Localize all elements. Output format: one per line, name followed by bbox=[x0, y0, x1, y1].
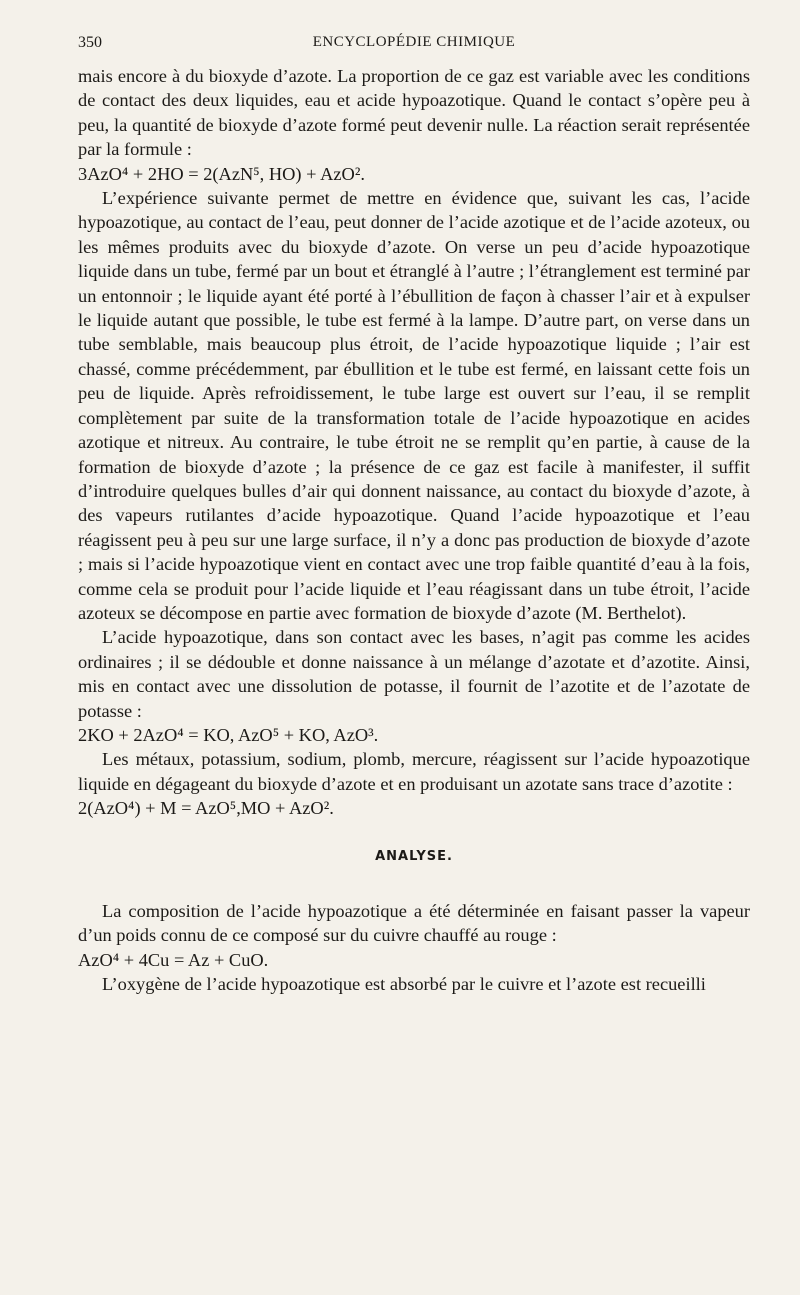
paragraph-3: L’acide hypoazotique, dans son contact avec les bases, n’agit pas comme les acides ordinaires ; il se dédouble et donne naissance à un mélange d’azotate et d’azotite. Ainsi, mis en contact avec une dissolution de potasse, il fournit de l’azotite et de l’azotate de potasse : bbox=[78, 627, 750, 721]
page-header bbox=[78, 34, 750, 56]
paragraph-5: La composition de l’acide hypoazotique a été déterminée en faisant passer la vapeur d’un poids connu de ce composé sur du cuivre chauffé au rouge : bbox=[78, 901, 750, 946]
page-body bbox=[78, 64, 750, 997]
paragraph-6: L’oxygène de l’acide hypoazotique est absorbé par le cuivre et l’azote est recueilli bbox=[102, 974, 706, 995]
paragraph-2: L’expérience suivante permet de mettre en évidence que, suivant les cas, l’acide hypoazotique, au contact de l’eau, peut donner de l’acide azotique et de l’acide azoteux, ou les mêmes produits avec du bioxyde d’azote. On verse un peu d’acide hypoazotique liquide dans un tube, fermé par un bout et étranglé à l’autre ; l’étranglement est terminé par un entonnoir ; le liquide ayant été porté à l’ébullition de façon à chasser l’air et à expulser le liquide autant que possible, le tube est fermé à la lampe. D’autre part, on verse dans un tube semblable, mais beaucoup plus étroit, de l’acide hypoazotique liquide ; l’air est chassé, comme précédemment, par ébullition et le tube est fermé, en laissant cette fois un peu de liquide. Après refroidissement, le tube large est ouvert sur l’eau, il se remplit complètement par suite de la transformation totale de l’acide hypoazotique en acides azotique et nitreux. Au contraire, le tube étroit ne se remplit qu’en partie, à cause de la formation de bioxyde d’azote ; la présence de ce gaz est facile à manifester, il suffit d’introduire quelques bulles d’air qui donnent naissance, au contact du bioxyde d’azote, à des vapeurs rutilantes d’acide hypoazotique. Quand l’acide hypoazotique et l’eau réagissent peu à peu sur une large surface, il n’y a donc pas production de bioxyde d’azote ; mais si l’acide hypoazotique vient en contact avec une trop faible quantité d’eau à la fois, comme cela se produit pour l’acide liquide et l’eau réagissant dans un tube étroit, l’acide azoteux se décompose en partie avec formation de bioxyde d’azote (M. Berthelot). bbox=[78, 188, 750, 623]
page-number: 350 bbox=[78, 34, 102, 51]
formula-4: AzO⁴ + 4Cu = Az + CuO. bbox=[78, 949, 269, 970]
paragraph-4: Les métaux, potassium, sodium, plomb, mercure, réagissent sur l’acide hypoazotique liquide en dégageant du bioxyde d’azote et en produisant un azotate sans trace d’azotite : bbox=[78, 749, 750, 794]
formula-3: 2(AzO⁴) + M = AzO⁵,MO + AzO². bbox=[78, 798, 334, 819]
running-title: ENCYCLOPÉDIE CHIMIQUE bbox=[312, 34, 516, 50]
paragraph-1: mais encore à du bioxyde d’azote. La proportion de ce gaz est variable avec les conditions de contact des deux liquides, eau et acide hypoazotique. Quand le contact s’opère peu à peu, la quantité de bioxyde d’azote formé peut devenir nulle. La réaction serait représentée par la formule : bbox=[78, 66, 750, 160]
formula-2: 2KO + 2AzO⁴ = KO, AzO⁵ + KO, AzO³. bbox=[78, 724, 379, 745]
formula-1: 3AzO⁴ + 2HO = 2(AzN⁵, HO) + AzO². bbox=[78, 163, 365, 184]
section-title-analyse: ANALYSE. bbox=[375, 848, 453, 864]
